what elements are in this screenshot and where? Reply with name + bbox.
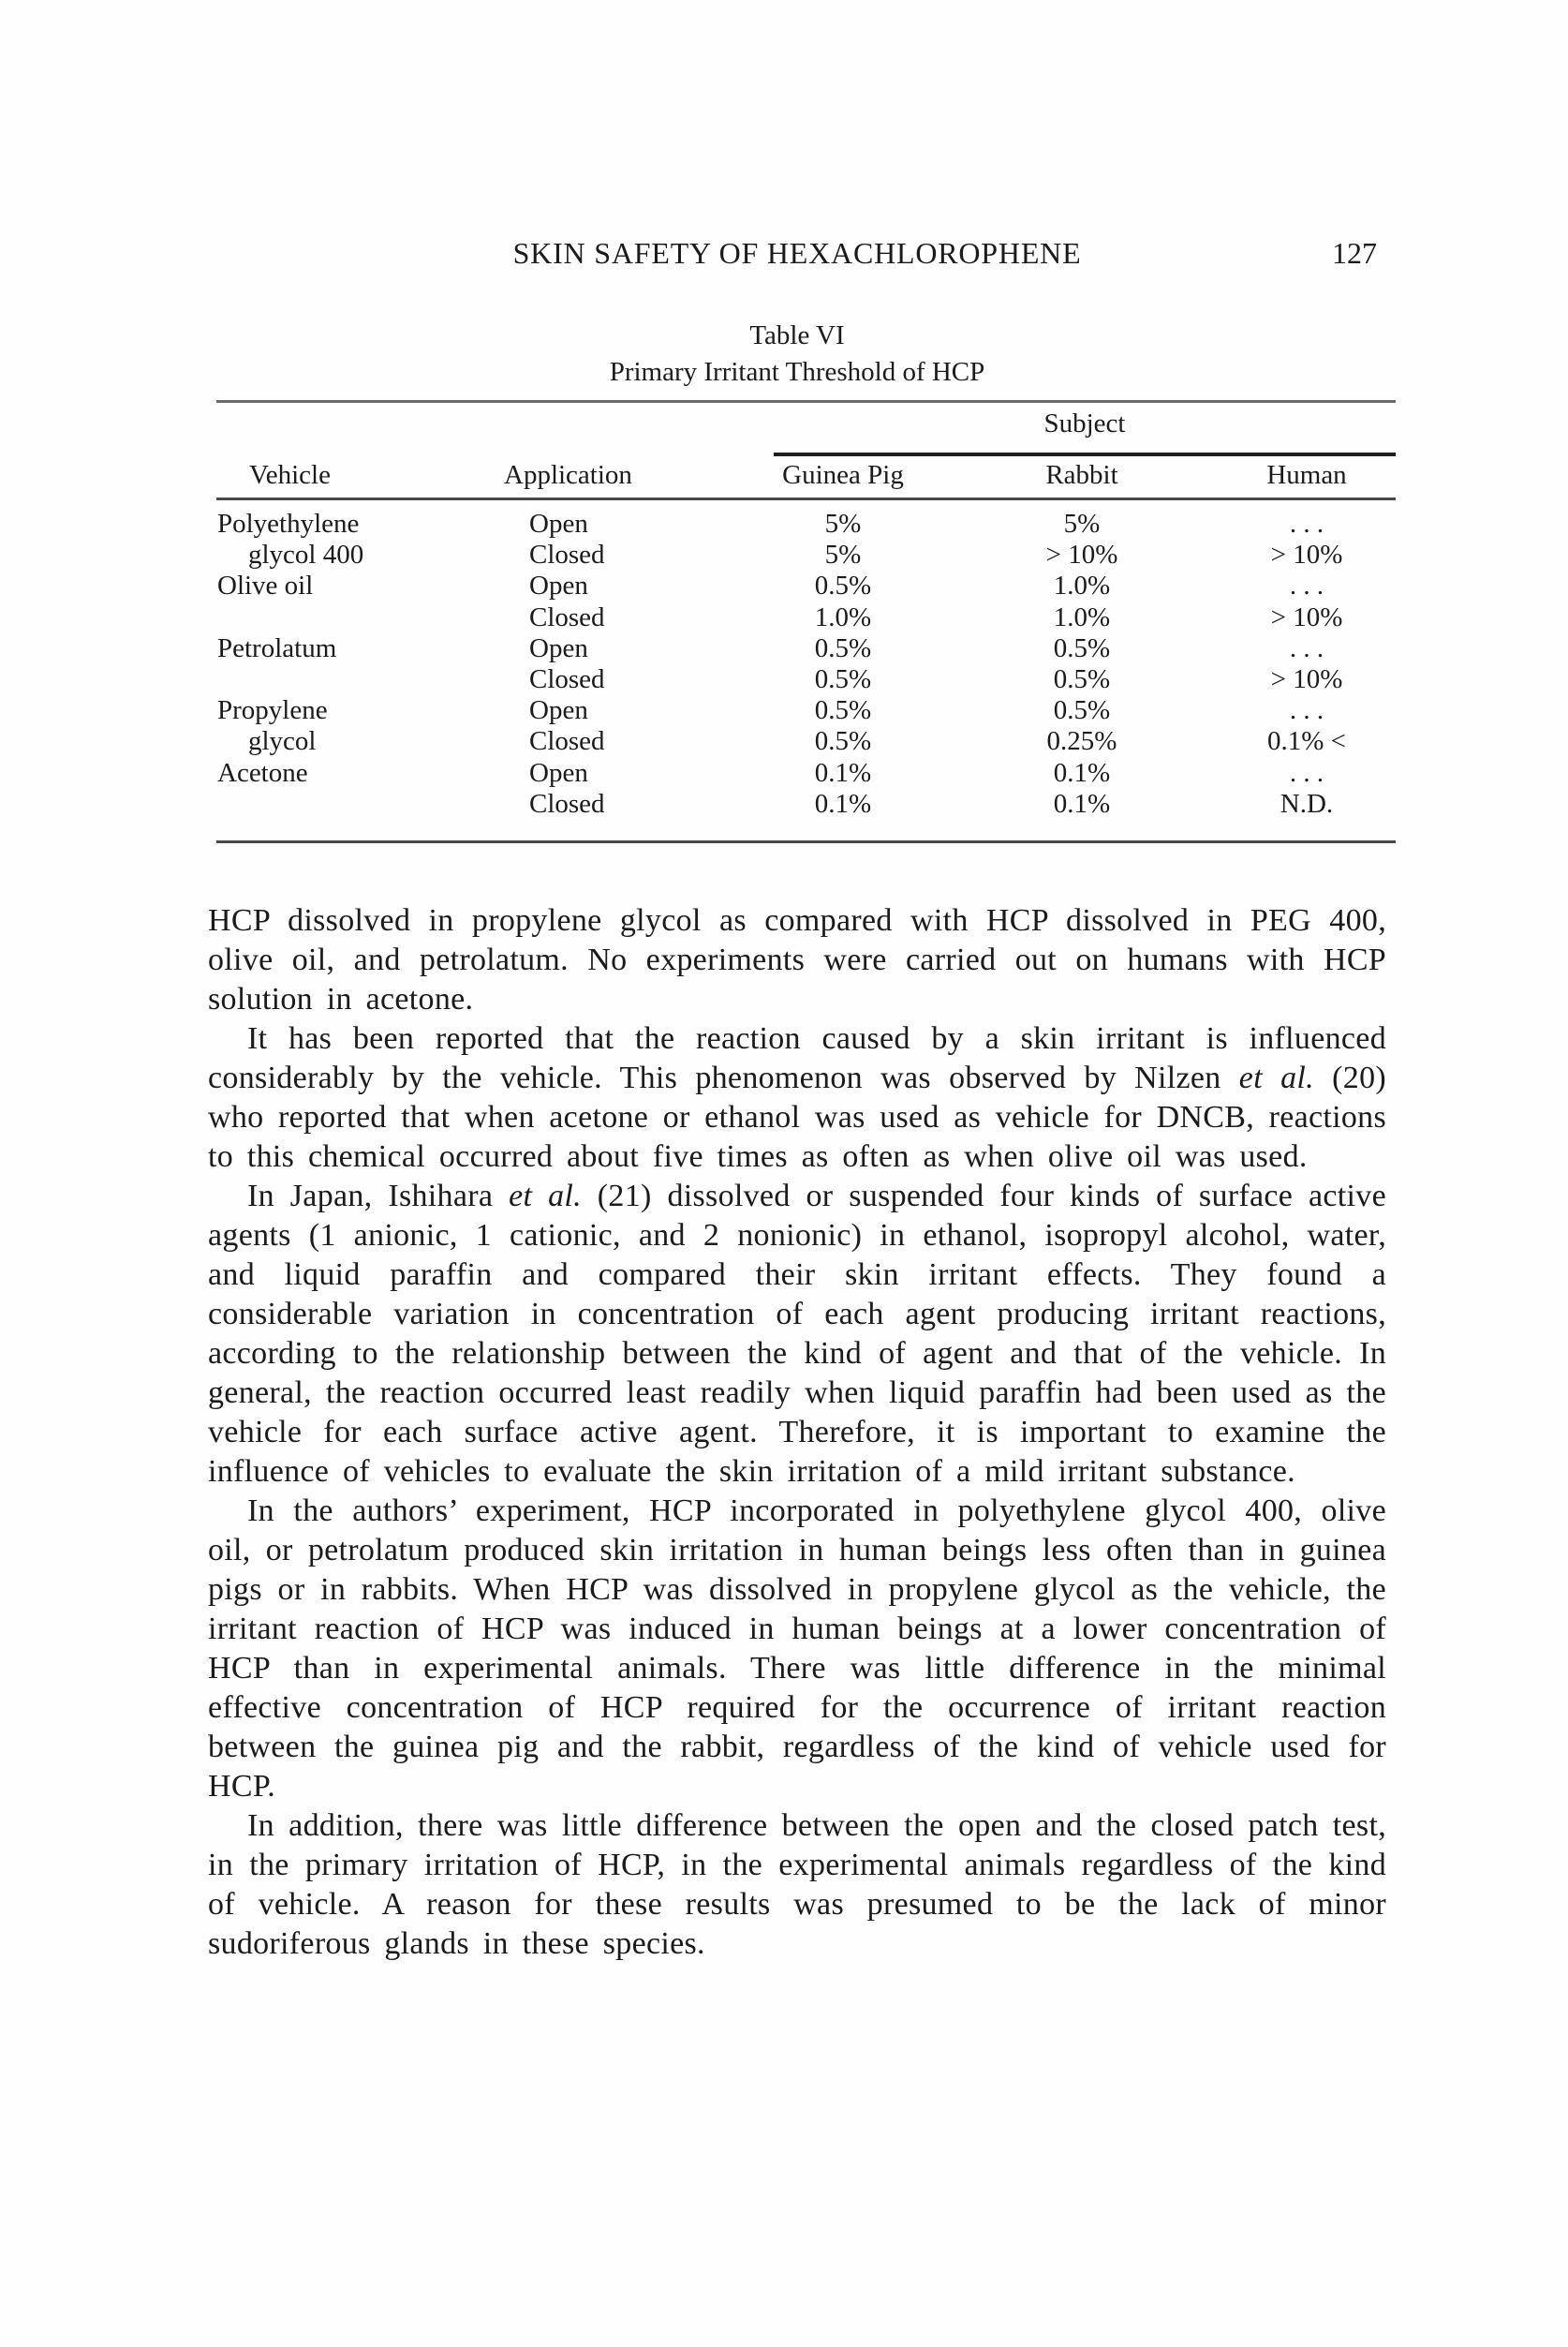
cell-rabbit: 0.25% (1046, 726, 1117, 757)
cell-guinea-pig: 5% (824, 509, 862, 540)
table-rows (216, 509, 1396, 820)
cell-guinea-pig: 5% (824, 540, 862, 571)
cell-human: N.D. (1280, 788, 1334, 819)
cell-vehicle: glycol 400 (248, 540, 364, 571)
italic-citation: et al. (1238, 1061, 1314, 1095)
paragraph (208, 1019, 1386, 1177)
cell-rabbit: 1.0% (1053, 602, 1111, 632)
cell-application: Closed (529, 602, 605, 632)
cell-application: Closed (529, 664, 605, 695)
cell-rabbit: 5% (1063, 509, 1101, 540)
cell-application: Open (529, 757, 588, 788)
table-row (216, 571, 1396, 602)
column-header-application: Application (504, 459, 632, 490)
page-number: 127 (1332, 236, 1377, 270)
table-vi (216, 389, 1396, 857)
column-header-guinea-pig: Guinea Pig (782, 459, 904, 490)
cell-rabbit: > 10% (1045, 540, 1118, 571)
table-row (216, 695, 1396, 726)
cell-application: Closed (529, 540, 605, 571)
cell-vehicle: Acetone (217, 757, 308, 788)
cell-human: . . . (1289, 509, 1324, 540)
table-row (216, 758, 1396, 789)
running-head (208, 236, 1386, 274)
column-header-vehicle: Vehicle (249, 459, 331, 490)
table-row (216, 664, 1396, 695)
cell-rabbit: 0.1% (1053, 788, 1111, 819)
cell-human: 0.1% < (1266, 726, 1346, 757)
cell-rabbit: 1.0% (1053, 571, 1111, 602)
body-text (208, 901, 1386, 1964)
table-caption-title: Primary Irritant Threshold of HCP (609, 357, 985, 387)
cell-human: > 10% (1270, 540, 1343, 571)
text-segment: In the authors’ experiment, HCP incorporated in polyethylene glycol 400, olive oil, or petrolatum produced skin irritation in human beings less often than in guinea pigs or in rabbits. When HCP was dissolved in propylene glycol as the vehicle, the irritant reaction of HCP was induced in human beings at a lower concentration of HCP than in experimental animals. There was little difference in the minimal effective concentration of HCP required for the occurrence of irritant reaction between the guinea pig and the rabbit, regardless of the kind of vehicle used for HCP. (208, 1493, 1386, 1804)
cell-vehicle: Propylene (217, 695, 328, 726)
table-row (216, 509, 1396, 540)
table-row (216, 633, 1396, 664)
table-row (216, 789, 1396, 820)
cell-rabbit: 0.5% (1053, 695, 1111, 726)
cell-guinea-pig: 0.1% (814, 788, 872, 819)
paragraph (208, 901, 1386, 1019)
cell-vehicle: Olive oil (217, 571, 314, 602)
italic-citation: et al. (509, 1179, 582, 1213)
cell-rabbit: 0.5% (1053, 632, 1111, 663)
table-row (216, 726, 1396, 757)
cell-guinea-pig: 0.5% (814, 632, 872, 663)
column-header-rabbit: Rabbit (1045, 459, 1118, 490)
table-header-row (216, 458, 1396, 492)
subject-group-rule (774, 453, 1396, 456)
cell-application: Open (529, 509, 588, 540)
text-segment: In Japan, Ishihara (247, 1179, 510, 1213)
cell-guinea-pig: 0.5% (814, 695, 872, 726)
paragraph (208, 1806, 1386, 1964)
cell-human: > 10% (1270, 664, 1343, 695)
text-segment: (20) who reported that when acetone or ethanol was used as vehicle for DNCB, reactions to this chemical occurred about five times as often as when olive oil was used. (208, 1061, 1386, 1174)
cell-guinea-pig: 0.5% (814, 726, 872, 757)
running-head-title: SKIN SAFETY OF HEXACHLOROPHENE (512, 236, 1082, 270)
cell-application: Open (529, 632, 588, 663)
cell-human: . . . (1289, 571, 1324, 602)
cell-human: . . . (1289, 695, 1324, 726)
table-row (216, 540, 1396, 571)
cell-guinea-pig: 0.5% (814, 664, 872, 695)
text-segment: HCP dissolved in propylene glycol as compared with HCP dissolved in PEG 400, olive oil, and petrolatum. No experiments were carried out on humans with HCP solution in acetone. (208, 903, 1386, 1017)
cell-guinea-pig: 0.1% (814, 757, 872, 788)
table-rule-header (216, 498, 1396, 500)
cell-application: Closed (529, 788, 605, 819)
cell-guinea-pig: 0.5% (814, 571, 872, 602)
cell-guinea-pig: 1.0% (814, 602, 872, 632)
cell-application: Closed (529, 726, 605, 757)
cell-human: > 10% (1270, 602, 1343, 632)
subject-group-header: Subject (1043, 408, 1126, 438)
cell-vehicle: Polyethylene (217, 509, 360, 540)
paragraph (208, 1177, 1386, 1492)
cell-vehicle: Petrolatum (217, 632, 337, 663)
cell-application: Open (529, 571, 588, 602)
column-header-human: Human (1266, 459, 1347, 490)
text-segment: (21) dissolved or suspended four kinds of surface active agents (1 anionic, 1 cationic, and 2 nonionic) in ethanol, isopropyl alcohol, water, and liquid paraffin and compared their skin irritant effects. They found a considerable variation in concentration of each agent producing irritant reactions, according to the relationship between the kind of agent and that of the vehicle. In general, the reaction occurred least readily when liquid paraffin had been used as the vehicle for each surface active agent. Therefore, it is important to examine the influence of vehicles to evaluate the skin irritation of a mild irritant substance. (208, 1179, 1386, 1489)
table-caption (208, 318, 1386, 391)
cell-human: . . . (1289, 757, 1324, 788)
table-row (216, 602, 1396, 633)
table-caption-number: Table VI (749, 320, 845, 350)
cell-rabbit: 0.1% (1053, 757, 1111, 788)
text-segment: It has been reported that the reaction caused by a skin irritant is influenced considerably by the vehicle. This phenomenon was observed by Nilzen (208, 1021, 1386, 1095)
cell-vehicle: glycol (248, 726, 317, 757)
paragraph (208, 1492, 1386, 1806)
table-rule-top (216, 400, 1396, 403)
cell-rabbit: 0.5% (1053, 664, 1111, 695)
cell-application: Open (529, 695, 588, 726)
table-rule-bottom (216, 840, 1396, 843)
cell-human: . . . (1289, 632, 1324, 663)
text-segment: In addition, there was little difference between the open and the closed patch test, in the primary irritation of HCP, in the experimental animals regardless of the kind of vehicle. A reason for these results was presumed to be the lack of minor sudoriferous glands in these species. (208, 1808, 1386, 1961)
